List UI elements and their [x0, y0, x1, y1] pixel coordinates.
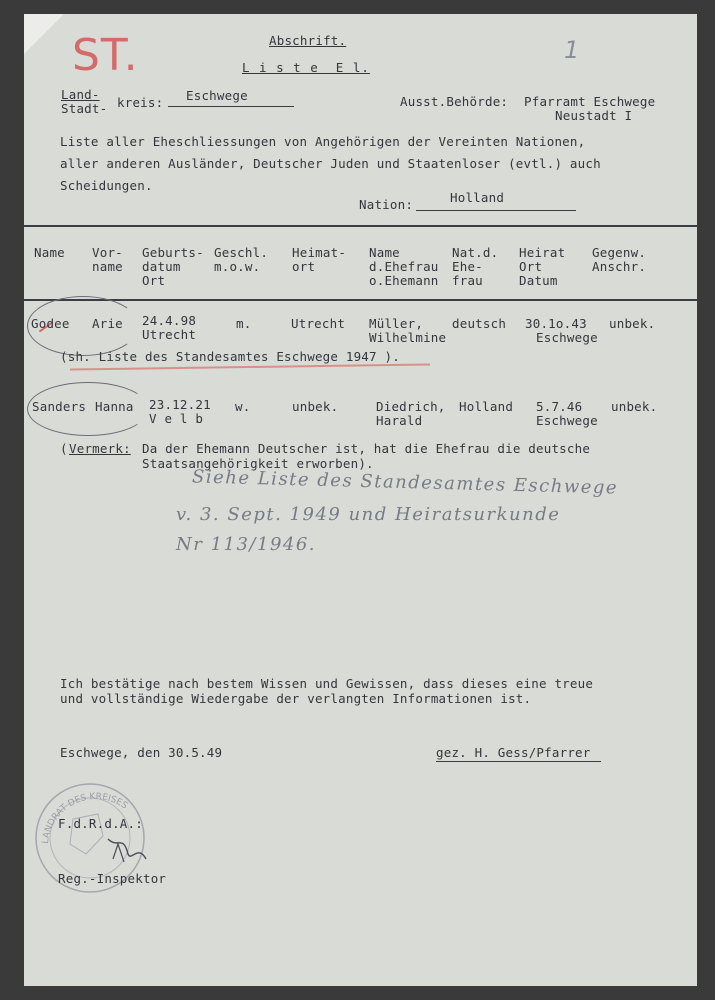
- column-header-3-line-3: Ort: [142, 273, 166, 288]
- vermerk-line-1: Da der Ehemann Deutscher ist, hat die Ehefrau die deutsche: [142, 441, 591, 456]
- row1-name: Godee: [31, 316, 70, 331]
- vermerk-label: Vermerk:: [69, 441, 131, 456]
- table-header-rule: [24, 299, 697, 301]
- row2-address: unbek.: [611, 399, 658, 414]
- nation-label: Nation:: [359, 197, 414, 212]
- district-label-bottom: Stadt-: [61, 101, 108, 116]
- row2-spouse-firstname: Harald: [376, 413, 423, 428]
- table-top-rule: [24, 225, 697, 227]
- district-label-suffix: kreis:: [117, 95, 164, 110]
- handwritten-line-3: Nr 113/1946.: [176, 534, 317, 555]
- vermerk-open-paren: (: [60, 441, 68, 456]
- row1-birth-date: 24.4.98: [142, 313, 197, 328]
- district-value: Eschwege: [186, 88, 248, 103]
- column-header-2-line-2: name: [92, 259, 123, 274]
- handwritten-line-2: v. 3. Sept. 1949 und Heiratsurkunde: [176, 504, 561, 525]
- row2-marriage-place: Eschwege: [536, 413, 598, 428]
- row2-vorname: Hanna: [95, 399, 134, 414]
- confirmation-line-2: und vollständige Wiedergabe der verlangten Informationen ist.: [60, 691, 532, 706]
- column-header-6-line-1: Name: [369, 245, 400, 260]
- row2-birth-date: 23.12.21: [149, 397, 211, 412]
- column-header-7-line-1: Nat.d.: [452, 245, 499, 260]
- signed-by: gez. H. Gess/Pfarrer: [436, 745, 591, 760]
- row2-name: Sanders: [32, 399, 87, 414]
- nation-underline: [416, 210, 576, 211]
- column-header-8-line-1: Heirat: [519, 245, 566, 260]
- column-header-4-line-2: m.o.w.: [214, 259, 261, 274]
- place-date: Eschwege, den 30.5.49: [60, 745, 223, 760]
- row2-marriage-date: 5.7.46: [536, 399, 583, 414]
- row1-birth-place: Utrecht: [142, 327, 197, 342]
- row2-sex: w.: [235, 399, 251, 414]
- handwritten-line-1: Siehe Liste des Standesamtes Eschwege: [191, 466, 619, 499]
- column-header-8-line-2: Ort: [519, 259, 543, 274]
- intro-line-1: Liste aller Eheschliessungen von Angehörigen der Vereinten Nationen,: [60, 134, 586, 149]
- column-header-5-line-2: ort: [292, 259, 316, 274]
- authority-line2: Neustadt I: [555, 108, 633, 123]
- document-heading: Abschrift.: [269, 33, 347, 48]
- row1-address: unbek.: [609, 316, 656, 331]
- column-header-7-line-2: Ehe-: [452, 259, 483, 274]
- red-underline: [70, 363, 430, 370]
- column-header-2-line-1: Vor-: [92, 245, 123, 260]
- district-underline: [168, 106, 294, 107]
- page-number: 1: [564, 36, 580, 64]
- row1-nationality: deutsch: [452, 316, 507, 331]
- column-header-5-line-1: Heimat-: [292, 245, 347, 260]
- column-header-6-line-2: d.Ehefrau: [369, 259, 439, 274]
- signature-underline: [436, 761, 601, 762]
- row1-hometown: Utrecht: [291, 316, 346, 331]
- row1-sex: m.: [236, 316, 252, 331]
- inspector-title: Reg.-Inspektor: [58, 871, 167, 886]
- row2-spouse-surname: Diedrich,: [376, 399, 446, 414]
- intro-line-2: aller anderen Ausländer, Deutscher Juden und Staatenloser (evtl.) auch: [60, 156, 601, 171]
- vermerk-line-2: Staatsangehörigkeit erworben).: [142, 456, 374, 471]
- authority-line1: Pfarramt Eschwege: [524, 94, 656, 109]
- nation-value: Holland: [450, 190, 505, 205]
- row1-vorname: Arie: [92, 316, 123, 331]
- red-marker: ST.: [72, 30, 139, 81]
- row1-note: (sh. Liste des Standesamtes Eschwege 1947 ).: [60, 349, 400, 364]
- document-page: [24, 14, 697, 986]
- row2-birth-place: V e l b: [149, 411, 204, 426]
- row2-hometown: unbek.: [292, 399, 339, 414]
- row1-marriage-date: 30.1o.43: [525, 316, 587, 331]
- intro-line-3: Scheidungen.: [60, 178, 153, 193]
- column-header-9-line-2: Anschr.: [592, 259, 647, 274]
- row1-marriage-place: Eschwege: [536, 330, 598, 345]
- list-title: L i s t e E l.: [242, 60, 370, 75]
- column-header-8-line-3: Datum: [519, 273, 558, 288]
- authority-label: Ausst.Behörde:: [400, 94, 509, 109]
- column-header-3-line-2: datum: [142, 259, 181, 274]
- row2-nationality: Holland: [459, 399, 514, 414]
- column-header-7-line-3: frau: [452, 273, 483, 288]
- district-label-top: Land-: [61, 87, 100, 102]
- confirmation-line-1: Ich bestätige nach bestem Wissen und Gewissen, dass dieses eine treue: [60, 676, 594, 691]
- column-header-1-line-1: Name: [34, 245, 65, 260]
- column-header-6-line-3: o.Ehemann: [369, 273, 439, 288]
- torn-corner: [24, 14, 64, 54]
- column-header-4-line-1: Geschl.: [214, 245, 269, 260]
- stamp-text: LANDRAT DES KREISES: [40, 791, 130, 845]
- column-header-9-line-1: Gegenw.: [592, 245, 647, 260]
- row1-spouse-firstname: Wilhelmine: [369, 330, 447, 345]
- column-header-3-line-1: Geburts-: [142, 245, 204, 260]
- row1-spouse-surname: Müller,: [369, 316, 424, 331]
- fdrda-label: F.d.R.d.A.:: [58, 816, 143, 831]
